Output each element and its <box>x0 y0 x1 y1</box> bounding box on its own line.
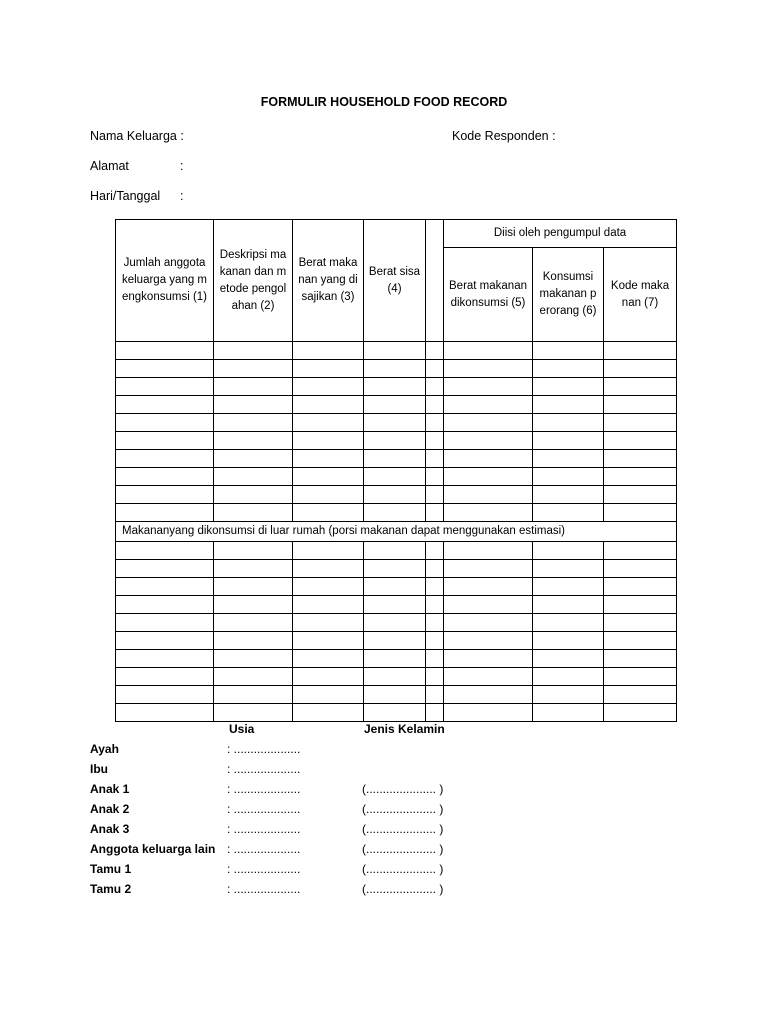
table-cell[interactable] <box>116 578 214 596</box>
table-cell[interactable] <box>604 560 677 578</box>
col-header-konsumsi-perorang: Konsumsi makanan perorang (6) <box>533 248 604 342</box>
table-cell[interactable] <box>604 632 677 650</box>
table-row <box>116 668 677 686</box>
member-label: Ayah <box>90 742 119 756</box>
form-title: FORMULIR HOUSEHOLD FOOD RECORD <box>260 95 508 109</box>
member-label: Anggota keluarga lain <box>90 842 216 856</box>
table-body-home <box>116 342 677 522</box>
member-label: Tamu 1 <box>90 862 132 876</box>
jenis-kelamin-header: Jenis Kelamin <box>364 722 445 736</box>
table-cell[interactable] <box>426 450 444 468</box>
table-row <box>116 578 677 596</box>
col-header-berat-disajikan: Berat makanan yang disajikan (3) <box>293 220 364 342</box>
table-cell[interactable] <box>533 486 604 504</box>
table-cell[interactable] <box>604 342 677 360</box>
table-cell[interactable] <box>426 632 444 650</box>
kode-responden-label: Kode Responden : <box>452 129 556 143</box>
table-cell[interactable] <box>116 450 214 468</box>
table-row <box>116 542 677 560</box>
table-row <box>116 396 677 414</box>
table-row <box>116 686 677 704</box>
table-cell[interactable] <box>214 632 293 650</box>
table-cell[interactable] <box>214 686 293 704</box>
table-cell[interactable] <box>116 650 214 668</box>
table-cell[interactable] <box>533 686 604 704</box>
table-cell[interactable] <box>214 704 293 722</box>
col-header-jumlah-anggota: Jumlah anggota keluarga yang mengkonsumsi (1) <box>116 220 214 342</box>
table-cell[interactable] <box>364 632 426 650</box>
table-cell[interactable] <box>364 686 426 704</box>
table-cell[interactable] <box>293 542 364 560</box>
table-cell[interactable] <box>444 504 533 522</box>
jenis-kelamin-blank[interactable]: (..................... ) <box>362 782 444 796</box>
table-cell[interactable] <box>604 614 677 632</box>
table-cell[interactable] <box>604 704 677 722</box>
table-cell[interactable] <box>293 378 364 396</box>
table-cell[interactable] <box>444 450 533 468</box>
table-cell[interactable] <box>116 596 214 614</box>
table-cell[interactable] <box>116 542 214 560</box>
table-cell[interactable] <box>533 614 604 632</box>
table-cell[interactable] <box>604 414 677 432</box>
table-cell[interactable] <box>444 704 533 722</box>
table-cell[interactable] <box>604 686 677 704</box>
table-cell[interactable] <box>364 414 426 432</box>
table-cell[interactable] <box>444 414 533 432</box>
table-cell[interactable] <box>364 504 426 522</box>
table-cell[interactable] <box>426 342 444 360</box>
table-cell[interactable] <box>214 614 293 632</box>
table-cell[interactable] <box>444 360 533 378</box>
table-cell[interactable] <box>116 704 214 722</box>
table-cell[interactable] <box>426 578 444 596</box>
table-cell[interactable] <box>604 542 677 560</box>
table-cell[interactable] <box>444 432 533 450</box>
table-cell[interactable] <box>533 704 604 722</box>
table-cell[interactable] <box>293 596 364 614</box>
table-cell[interactable] <box>293 342 364 360</box>
table-cell[interactable] <box>444 378 533 396</box>
table-cell[interactable] <box>426 596 444 614</box>
table-cell[interactable] <box>116 432 214 450</box>
table-row <box>116 450 677 468</box>
table-cell[interactable] <box>116 378 214 396</box>
table-cell[interactable] <box>426 414 444 432</box>
table-cell[interactable] <box>444 578 533 596</box>
table-cell[interactable] <box>364 468 426 486</box>
table-cell[interactable] <box>426 614 444 632</box>
table-cell[interactable] <box>293 614 364 632</box>
usia-blank[interactable]: : .................... <box>227 762 301 776</box>
table-row <box>116 414 677 432</box>
table-cell[interactable] <box>293 414 364 432</box>
table-row <box>116 378 677 396</box>
table-cell[interactable] <box>444 650 533 668</box>
table-cell[interactable] <box>214 596 293 614</box>
usia-header: Usia <box>229 722 255 736</box>
section-outside-home: Makananyang dikonsumsi di luar rumah (porsi makanan dapat menggunakan estimasi) <box>116 522 677 542</box>
usia-blank[interactable]: : .................... <box>227 842 301 856</box>
table-cell[interactable] <box>426 486 444 504</box>
table-cell[interactable] <box>364 560 426 578</box>
table-cell[interactable] <box>604 578 677 596</box>
table-cell[interactable] <box>533 650 604 668</box>
table-cell[interactable] <box>293 632 364 650</box>
table-cell[interactable] <box>364 578 426 596</box>
table-cell[interactable] <box>444 686 533 704</box>
table-cell[interactable] <box>364 450 426 468</box>
table-cell[interactable] <box>364 668 426 686</box>
jenis-kelamin-blank[interactable]: (..................... ) <box>362 842 444 856</box>
table-cell[interactable] <box>214 668 293 686</box>
food-record-table <box>115 219 677 722</box>
table-cell[interactable] <box>426 686 444 704</box>
table-cell[interactable] <box>293 704 364 722</box>
table-cell[interactable] <box>533 542 604 560</box>
table-cell[interactable] <box>533 504 604 522</box>
table-cell[interactable] <box>214 414 293 432</box>
table-cell[interactable] <box>214 396 293 414</box>
table-row <box>116 468 677 486</box>
table-cell[interactable] <box>293 504 364 522</box>
table-cell[interactable] <box>426 504 444 522</box>
table-cell[interactable] <box>214 450 293 468</box>
table-cell[interactable] <box>116 560 214 578</box>
table-cell[interactable] <box>364 432 426 450</box>
table-cell[interactable] <box>116 614 214 632</box>
table-cell[interactable] <box>364 378 426 396</box>
group-header-pengumpul: Diisi oleh pengumpul data <box>444 220 677 248</box>
table-cell[interactable] <box>604 486 677 504</box>
table-row <box>116 360 677 378</box>
table-cell[interactable] <box>604 450 677 468</box>
table-cell[interactable] <box>426 560 444 578</box>
table-cell[interactable] <box>533 360 604 378</box>
table-cell[interactable] <box>214 360 293 378</box>
table-cell[interactable] <box>364 360 426 378</box>
table-cell[interactable] <box>426 650 444 668</box>
table-cell[interactable] <box>533 596 604 614</box>
table-cell[interactable] <box>293 396 364 414</box>
table-row <box>116 504 677 522</box>
table-cell[interactable] <box>364 614 426 632</box>
table-cell[interactable] <box>604 596 677 614</box>
table-cell[interactable] <box>214 650 293 668</box>
table-cell[interactable] <box>293 668 364 686</box>
table-cell[interactable] <box>533 560 604 578</box>
table-cell[interactable] <box>426 668 444 686</box>
table-cell[interactable] <box>116 504 214 522</box>
hari-tanggal-colon: : <box>180 189 184 203</box>
table-cell[interactable] <box>533 432 604 450</box>
table-cell[interactable] <box>214 542 293 560</box>
table-cell[interactable] <box>293 360 364 378</box>
table-cell[interactable] <box>444 614 533 632</box>
table-cell[interactable] <box>604 432 677 450</box>
table-row <box>116 342 677 360</box>
table-cell[interactable] <box>533 468 604 486</box>
table-cell[interactable] <box>364 486 426 504</box>
table-cell[interactable] <box>293 686 364 704</box>
table-cell[interactable] <box>293 650 364 668</box>
table-cell[interactable] <box>214 378 293 396</box>
table-cell[interactable] <box>444 342 533 360</box>
col-header-kode-makanan: Kode makanan (7) <box>604 248 677 342</box>
table-cell[interactable] <box>426 704 444 722</box>
table-cell[interactable] <box>364 704 426 722</box>
usia-blank[interactable]: : .................... <box>227 862 301 876</box>
table-cell[interactable] <box>293 450 364 468</box>
member-label: Anak 1 <box>90 782 130 796</box>
table-cell[interactable] <box>444 396 533 414</box>
table-cell[interactable] <box>533 414 604 432</box>
table-cell[interactable] <box>604 668 677 686</box>
table-cell[interactable] <box>293 486 364 504</box>
table-cell[interactable] <box>214 486 293 504</box>
table-cell[interactable] <box>444 596 533 614</box>
table-row <box>116 432 677 450</box>
table-cell[interactable] <box>293 560 364 578</box>
table-cell[interactable] <box>604 378 677 396</box>
col-header-berat-sisa: Berat sisa (4) <box>364 220 426 342</box>
table-cell[interactable] <box>116 360 214 378</box>
table-cell[interactable] <box>116 396 214 414</box>
table-cell[interactable] <box>444 560 533 578</box>
table-cell[interactable] <box>533 396 604 414</box>
jenis-kelamin-blank[interactable]: (..................... ) <box>362 882 444 896</box>
alamat-label: Alamat <box>90 159 129 173</box>
alamat-colon: : <box>180 159 184 173</box>
table-cell[interactable] <box>444 668 533 686</box>
jenis-kelamin-blank[interactable]: (..................... ) <box>362 862 444 876</box>
usia-blank[interactable]: : .................... <box>227 822 301 836</box>
table-cell[interactable] <box>426 360 444 378</box>
table-cell[interactable] <box>293 432 364 450</box>
table-cell[interactable] <box>364 596 426 614</box>
jenis-kelamin-blank[interactable]: (..................... ) <box>362 802 444 816</box>
table-cell[interactable] <box>116 342 214 360</box>
table-cell[interactable] <box>364 542 426 560</box>
table-cell[interactable] <box>364 342 426 360</box>
col-header-berat-dikonsumsi: Berat makanan dikonsumsi (5) <box>444 248 533 342</box>
hari-tanggal-label: Hari/Tanggal <box>90 189 161 203</box>
table-cell[interactable] <box>604 650 677 668</box>
jenis-kelamin-blank[interactable]: (..................... ) <box>362 822 444 836</box>
table-cell[interactable] <box>364 396 426 414</box>
usia-blank[interactable]: : .................... <box>227 782 301 796</box>
table-cell[interactable] <box>426 432 444 450</box>
table-cell[interactable] <box>533 632 604 650</box>
table-cell[interactable] <box>426 468 444 486</box>
usia-blank[interactable]: : .................... <box>227 802 301 816</box>
table-cell[interactable] <box>533 578 604 596</box>
table-cell[interactable] <box>293 468 364 486</box>
table-row <box>116 650 677 668</box>
table-cell[interactable] <box>426 396 444 414</box>
table-cell[interactable] <box>364 650 426 668</box>
member-label: Anak 2 <box>90 802 130 816</box>
table-cell[interactable] <box>214 342 293 360</box>
table-cell[interactable] <box>444 632 533 650</box>
table-cell[interactable] <box>214 468 293 486</box>
table-row <box>116 632 677 650</box>
table-cell[interactable] <box>444 486 533 504</box>
table-cell[interactable] <box>116 486 214 504</box>
table-cell[interactable] <box>293 578 364 596</box>
table-cell[interactable] <box>533 342 604 360</box>
table-cell[interactable] <box>214 504 293 522</box>
table-cell[interactable] <box>444 468 533 486</box>
table-cell[interactable] <box>444 542 533 560</box>
table-cell[interactable] <box>533 450 604 468</box>
table-cell[interactable] <box>116 414 214 432</box>
usia-blank[interactable]: : .................... <box>227 882 301 896</box>
member-label: Ibu <box>90 762 108 776</box>
table-cell[interactable] <box>426 542 444 560</box>
nama-keluarga-label: Nama Keluarga : <box>90 129 184 143</box>
table-cell[interactable] <box>214 432 293 450</box>
table-cell[interactable] <box>116 686 214 704</box>
member-label: Anak 3 <box>90 822 130 836</box>
table-cell[interactable] <box>533 378 604 396</box>
usia-blank[interactable]: : .................... <box>227 742 301 756</box>
table-cell[interactable] <box>116 468 214 486</box>
table-cell[interactable] <box>604 468 677 486</box>
table-cell[interactable] <box>604 396 677 414</box>
table-row <box>116 704 677 722</box>
table-row <box>116 596 677 614</box>
member-label: Tamu 2 <box>90 882 132 896</box>
table-cell[interactable] <box>604 504 677 522</box>
table-cell[interactable] <box>533 668 604 686</box>
table-row <box>116 486 677 504</box>
table-body-outside <box>116 542 677 722</box>
table-cell[interactable] <box>116 632 214 650</box>
col-header-deskripsi: Deskripsi makanan dan metode pengolahan (2) <box>214 220 293 342</box>
table-row <box>116 560 677 578</box>
table-cell[interactable] <box>604 360 677 378</box>
table-cell[interactable] <box>214 578 293 596</box>
table-cell[interactable] <box>116 668 214 686</box>
table-row <box>116 614 677 632</box>
table-cell[interactable] <box>214 560 293 578</box>
col-header-spacer <box>426 220 444 342</box>
table-cell[interactable] <box>426 378 444 396</box>
